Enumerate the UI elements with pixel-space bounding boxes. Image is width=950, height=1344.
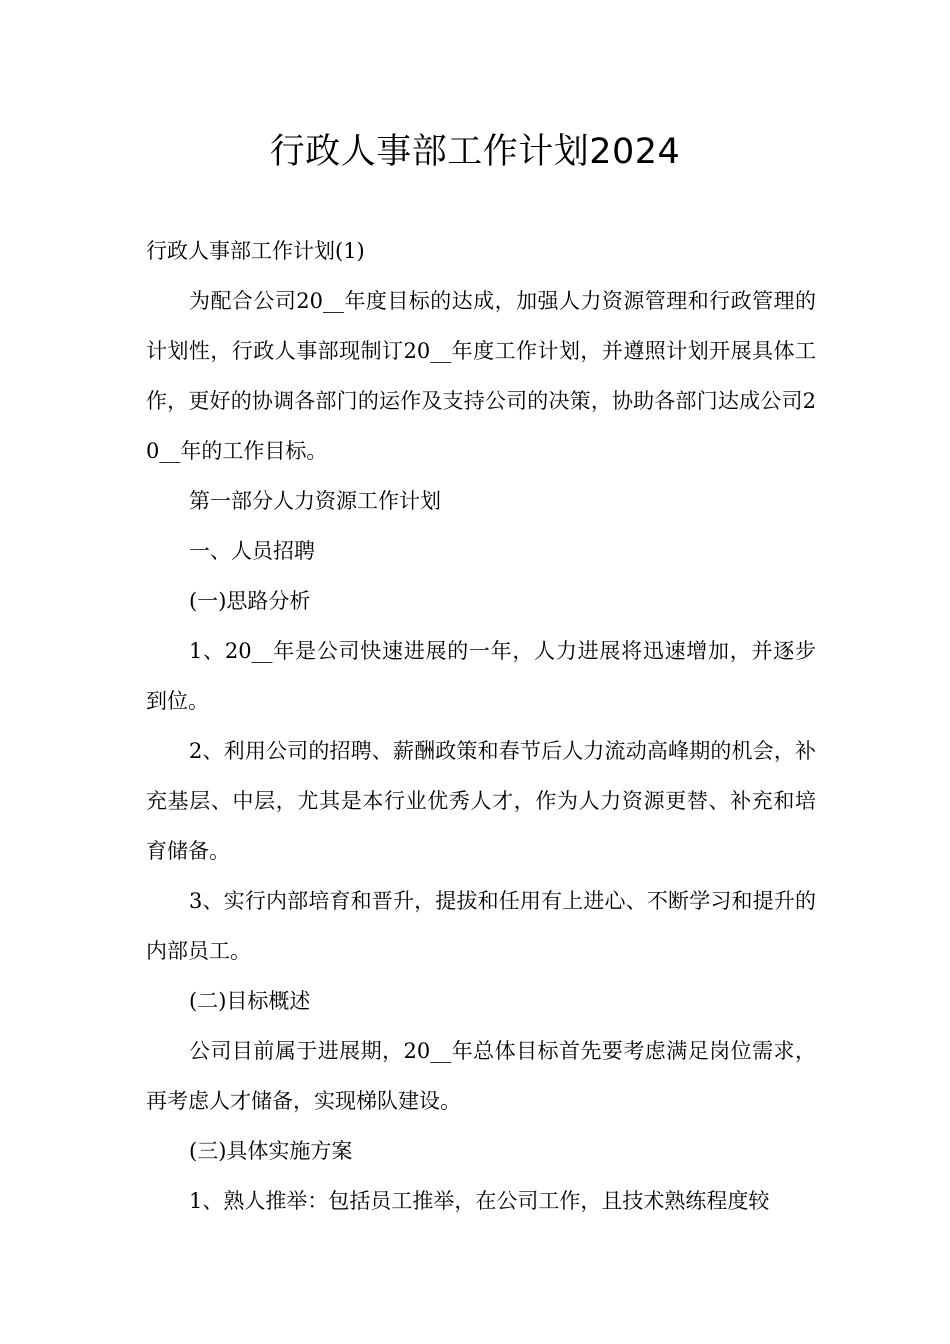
paragraph: 为配合公司20__年度目标的达成，加强人力资源管理和行政管理的计划性，行政人事部现制订20__年度工作计划，并遵照计划开展具体工作，更好的协调各部门的运作及支持公司的决策，协助各部门达成公司20__年的工作目标。 [146,289,816,463]
paragraph: 公司目前属于进展期，20__年总体目标首先要考虑满足岗位需求，再考虑人才储备，实现梯队建设。 [146,1039,816,1113]
section-heading: 一、人员招聘 [189,539,315,563]
section-heading: 第一部分人力资源工作计划 [189,489,441,513]
subsection-heading: (三)具体实施方案 [189,1139,353,1163]
document-body [146,226,816,1226]
subsection-heading: (一)思路分析 [189,589,311,613]
paragraph: 1、20__年是公司快速进展的一年，人力进展将迅速增加，并逐步到位。 [146,639,816,713]
paragraph: 2、利用公司的招聘、薪酬政策和春节后人力流动高峰期的机会，补充基层、中层，尤其是本行业优秀人才，作为人力资源更替、补充和培育储备。 [146,739,816,863]
document-title: 行政人事部工作计划2024 [269,132,681,172]
paragraph: 1、熟人推举：包括员工推举，在公司工作，且技术熟练程度较 [189,1189,770,1213]
subsection-heading: (二)目标概述 [189,989,311,1013]
paragraph: 3、实行内部培育和晋升，提拔和任用有上进心、不断学习和提升的内部员工。 [146,889,816,963]
paragraph: 行政人事部工作计划(1) [146,239,365,263]
